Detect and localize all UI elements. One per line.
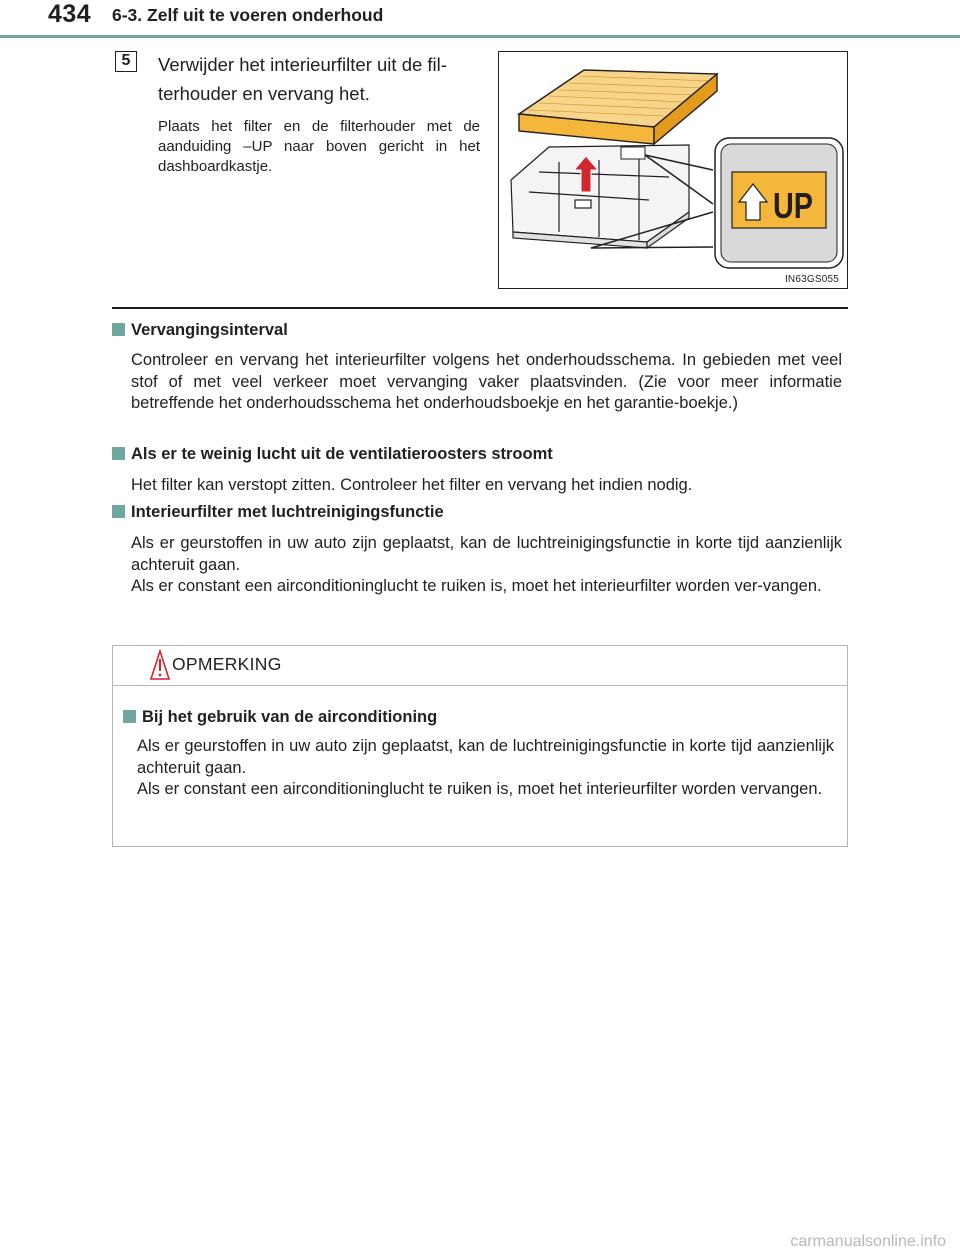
step-title-line-2: terhouder en vervang het. <box>158 83 370 104</box>
notice-label: OPMERKING <box>172 654 282 674</box>
heading-low-airflow: Als er te weinig lucht uit de ventilatieroosters stroomt <box>112 445 553 464</box>
filter-holder-tray <box>511 145 689 248</box>
notice-body <box>137 736 834 801</box>
bullet-square-icon <box>123 710 136 723</box>
notice-body-line-1: Als er geurstoffen in uw auto zijn geplaatst, kan de luchtreinigingsfunctie in korte tijd aanzienlijk achteruit gaan. <box>137 737 834 777</box>
notice-heading: Bij het gebruik van de airconditioning <box>123 708 437 727</box>
notice-header <box>113 646 847 686</box>
watermark-text: carmanualsonline.info <box>790 1233 946 1250</box>
section-divider <box>112 307 848 309</box>
step-description: Plaats het filter en de filterhouder met de aanduiding –UP naar boven gericht in het dashboardkastje. <box>158 118 480 175</box>
page-number: 434 <box>48 0 92 28</box>
up-label-large: UP <box>773 184 813 226</box>
step-title-line-1: Verwijder het interieurfilter uit de fil- <box>158 54 447 75</box>
body-air-purifying-line-1: Als er geurstoffen in uw auto zijn geplaatst, kan de luchtreinigingsfunctie in korte tijd aanzienlijk achteruit gaan. <box>131 534 842 574</box>
heading-replacement-interval: Vervangingsinterval <box>112 321 288 340</box>
bullet-square-icon <box>112 505 125 518</box>
filter-illustration <box>498 51 848 289</box>
body-air-purifying-filter <box>131 533 842 598</box>
body-air-purifying-line-2: Als er constant een airconditioninglucht te ruiken is, moet het interieurfilter worden ver-vangen. <box>131 577 822 595</box>
step-title <box>158 50 476 108</box>
body-replacement-interval: Controleer en vervang het interieurfilter volgens het onderhoudsschema. In gebieden met veel stof of met veel verkeer moet vervanging vaker plaatsvinden. (Zie voor meer informatie betreffende het onderhoudsschema het onderhoudsboekje en het garantie-boekje.) <box>131 351 842 412</box>
notice-body-line-2: Als er constant een airconditioninglucht te ruiken is, moet het interieurfilter worden vervangen. <box>137 780 823 798</box>
warning-exclamation-icon <box>149 649 171 681</box>
figure-code: IN63GS055 <box>784 274 839 285</box>
bullet-square-icon <box>112 323 125 336</box>
header-rule <box>0 35 960 38</box>
section-title: 6-3. Zelf uit te voeren onderhoud <box>112 5 384 25</box>
filter-diagram <box>499 52 848 289</box>
body-low-airflow: Het filter kan verstopt zitten. Controleer het filter en vervang het indien nodig. <box>131 476 693 494</box>
step-number-badge: 5 <box>115 51 137 72</box>
heading-air-purifying-filter: Interieurfilter met luchtreinigingsfunctie <box>112 503 444 522</box>
bullet-square-icon <box>112 447 125 460</box>
notice-box <box>112 645 848 847</box>
